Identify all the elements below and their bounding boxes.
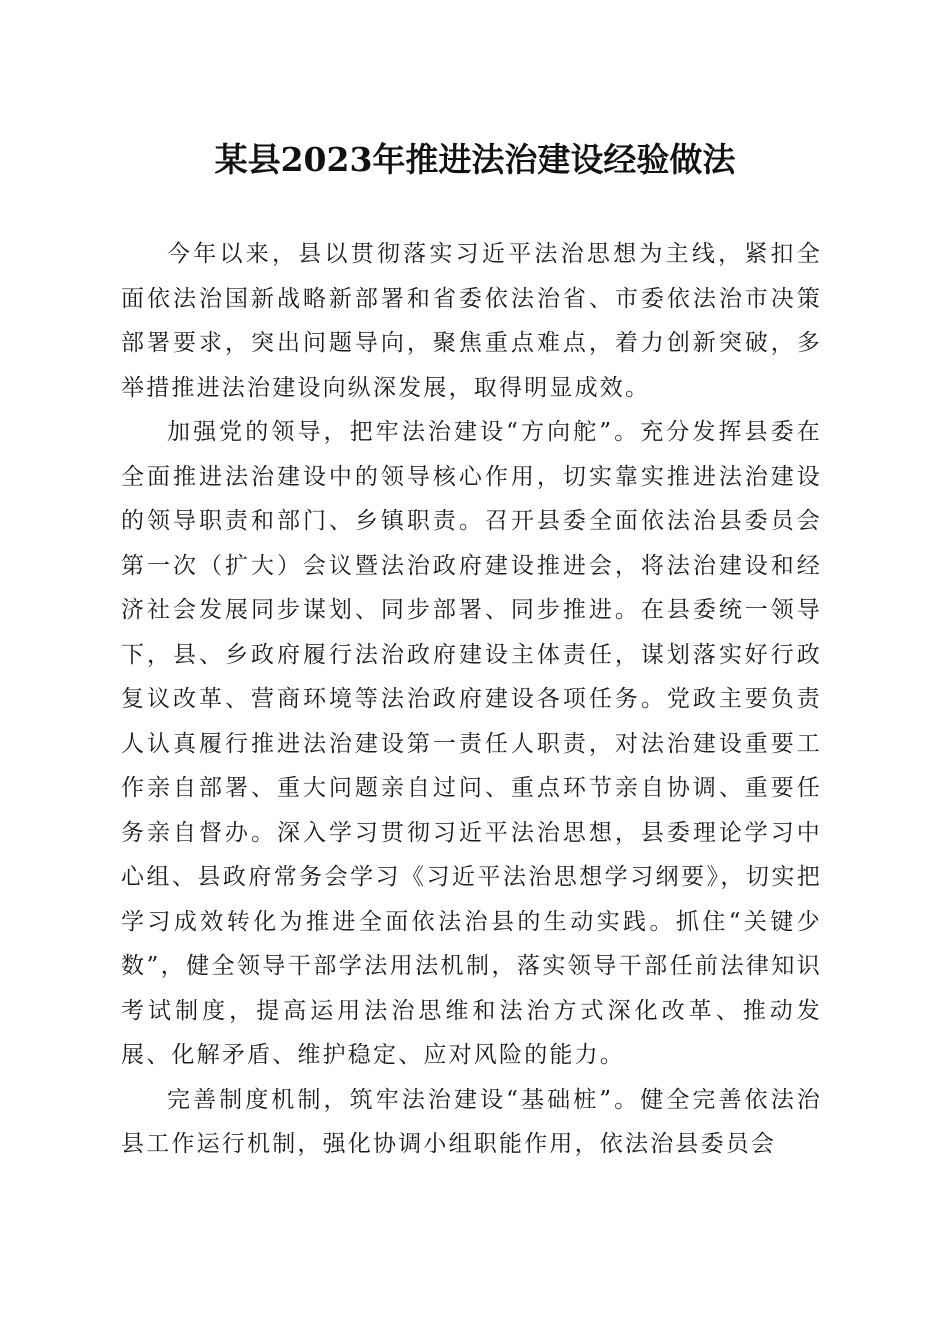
paragraph-institutional-mechanism: 完善制度机制，筑牢法治建设“基础桩”。健全完善依法治县工作运行机制，强化协调小组职能作用，依法治县委员会 [121, 1086, 822, 1157]
document-title: 某县2023年推进法治建设经验做法 [214, 140, 736, 179]
paragraph-intro: 今年以来，县以贯彻落实习近平法治思想为主线，紧扣全面依法治国新战略新部署和省委依法治省、市委依法治市决策部署要求，突出问题导向，聚焦重点难点，着力创新突破，多举措推进法治建设向纵深发展，取得明显成效。 [121, 241, 822, 401]
document-body [121, 232, 822, 1167]
paragraph-party-leadership: 加强党的领导，把牢法治建设“方向舵”。充分发挥县委在全面推进法治建设中的领导核心作用，切实靠实推进法治建设的领导职责和部门、乡镇职责。召开县委全面依法治县委员会第一次（扩大）会议暨法治政府建设推进会，将法治建设和经济社会发展同步谋划、同步部署、同步推进。在县委统一领导下，县、乡政府履行法治政府建设主体责任，谋划落实好行政复议改革、营商环境等法治政府建设各项任务。党政主要负责人认真履行推进法治建设第一责任人职责，对法治建设重要工作亲自部署、重大问题亲自过问、重点环节亲自协调、重要任务亲自督办。深入学习贯彻习近平法治思想，县委理论学习中心组、县政府常务会学习《习近平法治思想学习纲要》，切实把学习成效转化为推进全面依法治县的生动实践。抓住“关键少数”，健全领导干部学法用法机制，落实领导干部任前法律知识考试制度，提高运用法治思维和法治方式深化改革、推动发展、化解矛盾、维护稳定、应对风险的能力。 [121, 419, 822, 1068]
